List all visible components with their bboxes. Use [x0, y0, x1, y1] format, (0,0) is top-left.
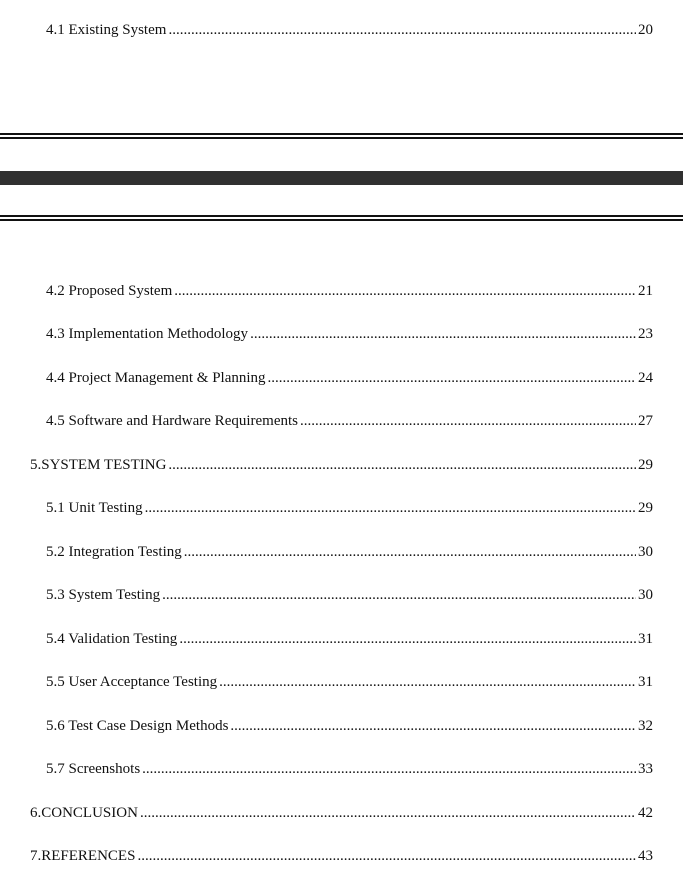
toc-entry[interactable]	[46, 759, 653, 779]
toc-entry[interactable]	[46, 585, 653, 605]
toc-entry[interactable]	[46, 629, 653, 649]
toc-entry-title: 4.3 Implementation Methodology	[46, 326, 249, 342]
toc-entry-chapter[interactable]	[30, 455, 653, 475]
page-border-line	[0, 133, 683, 135]
page-border-line	[0, 215, 683, 217]
toc-page-number: 24	[638, 370, 653, 386]
toc-entry[interactable]	[46, 716, 653, 736]
toc-page-number: 43	[638, 848, 653, 864]
toc-entry-chapter[interactable]	[30, 803, 653, 823]
toc-entry-title: 4.4 Project Management & Planning	[46, 370, 266, 386]
toc-page-number: 23	[638, 326, 653, 342]
toc-entry-title: 5.1 Unit Testing	[46, 500, 143, 516]
toc-page-number: 30	[638, 587, 653, 603]
toc-entry-title: 5.6 Test Case Design Methods	[46, 718, 229, 734]
toc-entry-title: 6.CONCLUSION	[30, 805, 138, 821]
page-border-line	[0, 137, 683, 139]
toc-entry[interactable]	[46, 672, 653, 692]
toc-entry-title: 4.1 Existing System	[46, 22, 167, 38]
toc-page-number: 33	[638, 761, 653, 777]
toc-page-number: 31	[638, 674, 653, 690]
page-border-line	[0, 219, 683, 221]
toc-page-number: 30	[638, 544, 653, 560]
toc-entry-title: 5.5 User Acceptance Testing	[46, 674, 218, 690]
toc-page-number: 31	[638, 631, 653, 647]
toc-entry[interactable]	[46, 324, 653, 344]
toc-entry[interactable]	[46, 498, 653, 518]
toc-entry-title: 4.2 Proposed System	[46, 283, 173, 299]
toc-dot-leader	[219, 672, 636, 692]
toc-entry[interactable]	[46, 281, 653, 301]
toc-dot-leader	[162, 585, 636, 605]
toc-entry[interactable]	[46, 368, 653, 388]
toc-dot-leader	[230, 716, 636, 736]
toc-page-number: 27	[638, 413, 653, 429]
toc-dot-leader	[174, 281, 636, 301]
page-gap-band	[0, 171, 683, 185]
toc-page-number: 20	[638, 22, 653, 38]
toc-entry[interactable]	[46, 542, 653, 562]
toc-entry-title: 5.3 System Testing	[46, 587, 161, 603]
toc-dot-leader	[168, 20, 636, 40]
toc-entry-title: 5.7 Screenshots	[46, 761, 141, 777]
toc-page-number: 32	[638, 718, 653, 734]
toc-entry-title: 7.REFERENCES	[30, 848, 136, 864]
toc-page-number: 29	[638, 500, 653, 516]
toc-dot-leader	[184, 542, 636, 562]
toc-entry-title: 5.2 Integration Testing	[46, 544, 182, 560]
toc-dot-leader	[250, 324, 636, 344]
toc-entry-title: 4.5 Software and Hardware Requirements	[46, 413, 298, 429]
toc-dot-leader	[142, 759, 636, 779]
toc-dot-leader	[268, 368, 636, 388]
toc-dot-leader	[179, 629, 636, 649]
toc-dot-leader	[300, 411, 636, 431]
toc-dot-leader	[168, 455, 636, 475]
toc-dot-leader	[137, 846, 636, 866]
toc-page-number: 21	[638, 283, 653, 299]
toc-page-number: 29	[638, 457, 653, 473]
toc-entry[interactable]	[46, 20, 653, 40]
toc-page-number: 42	[638, 805, 653, 821]
toc-entry[interactable]	[46, 411, 653, 431]
toc-entry-title: 5.4 Validation Testing	[46, 631, 178, 647]
toc-entry-chapter[interactable]	[30, 846, 653, 866]
toc-dot-leader	[145, 498, 636, 518]
toc-dot-leader	[140, 803, 636, 823]
toc-entry-title: 5.SYSTEM TESTING	[30, 457, 167, 473]
